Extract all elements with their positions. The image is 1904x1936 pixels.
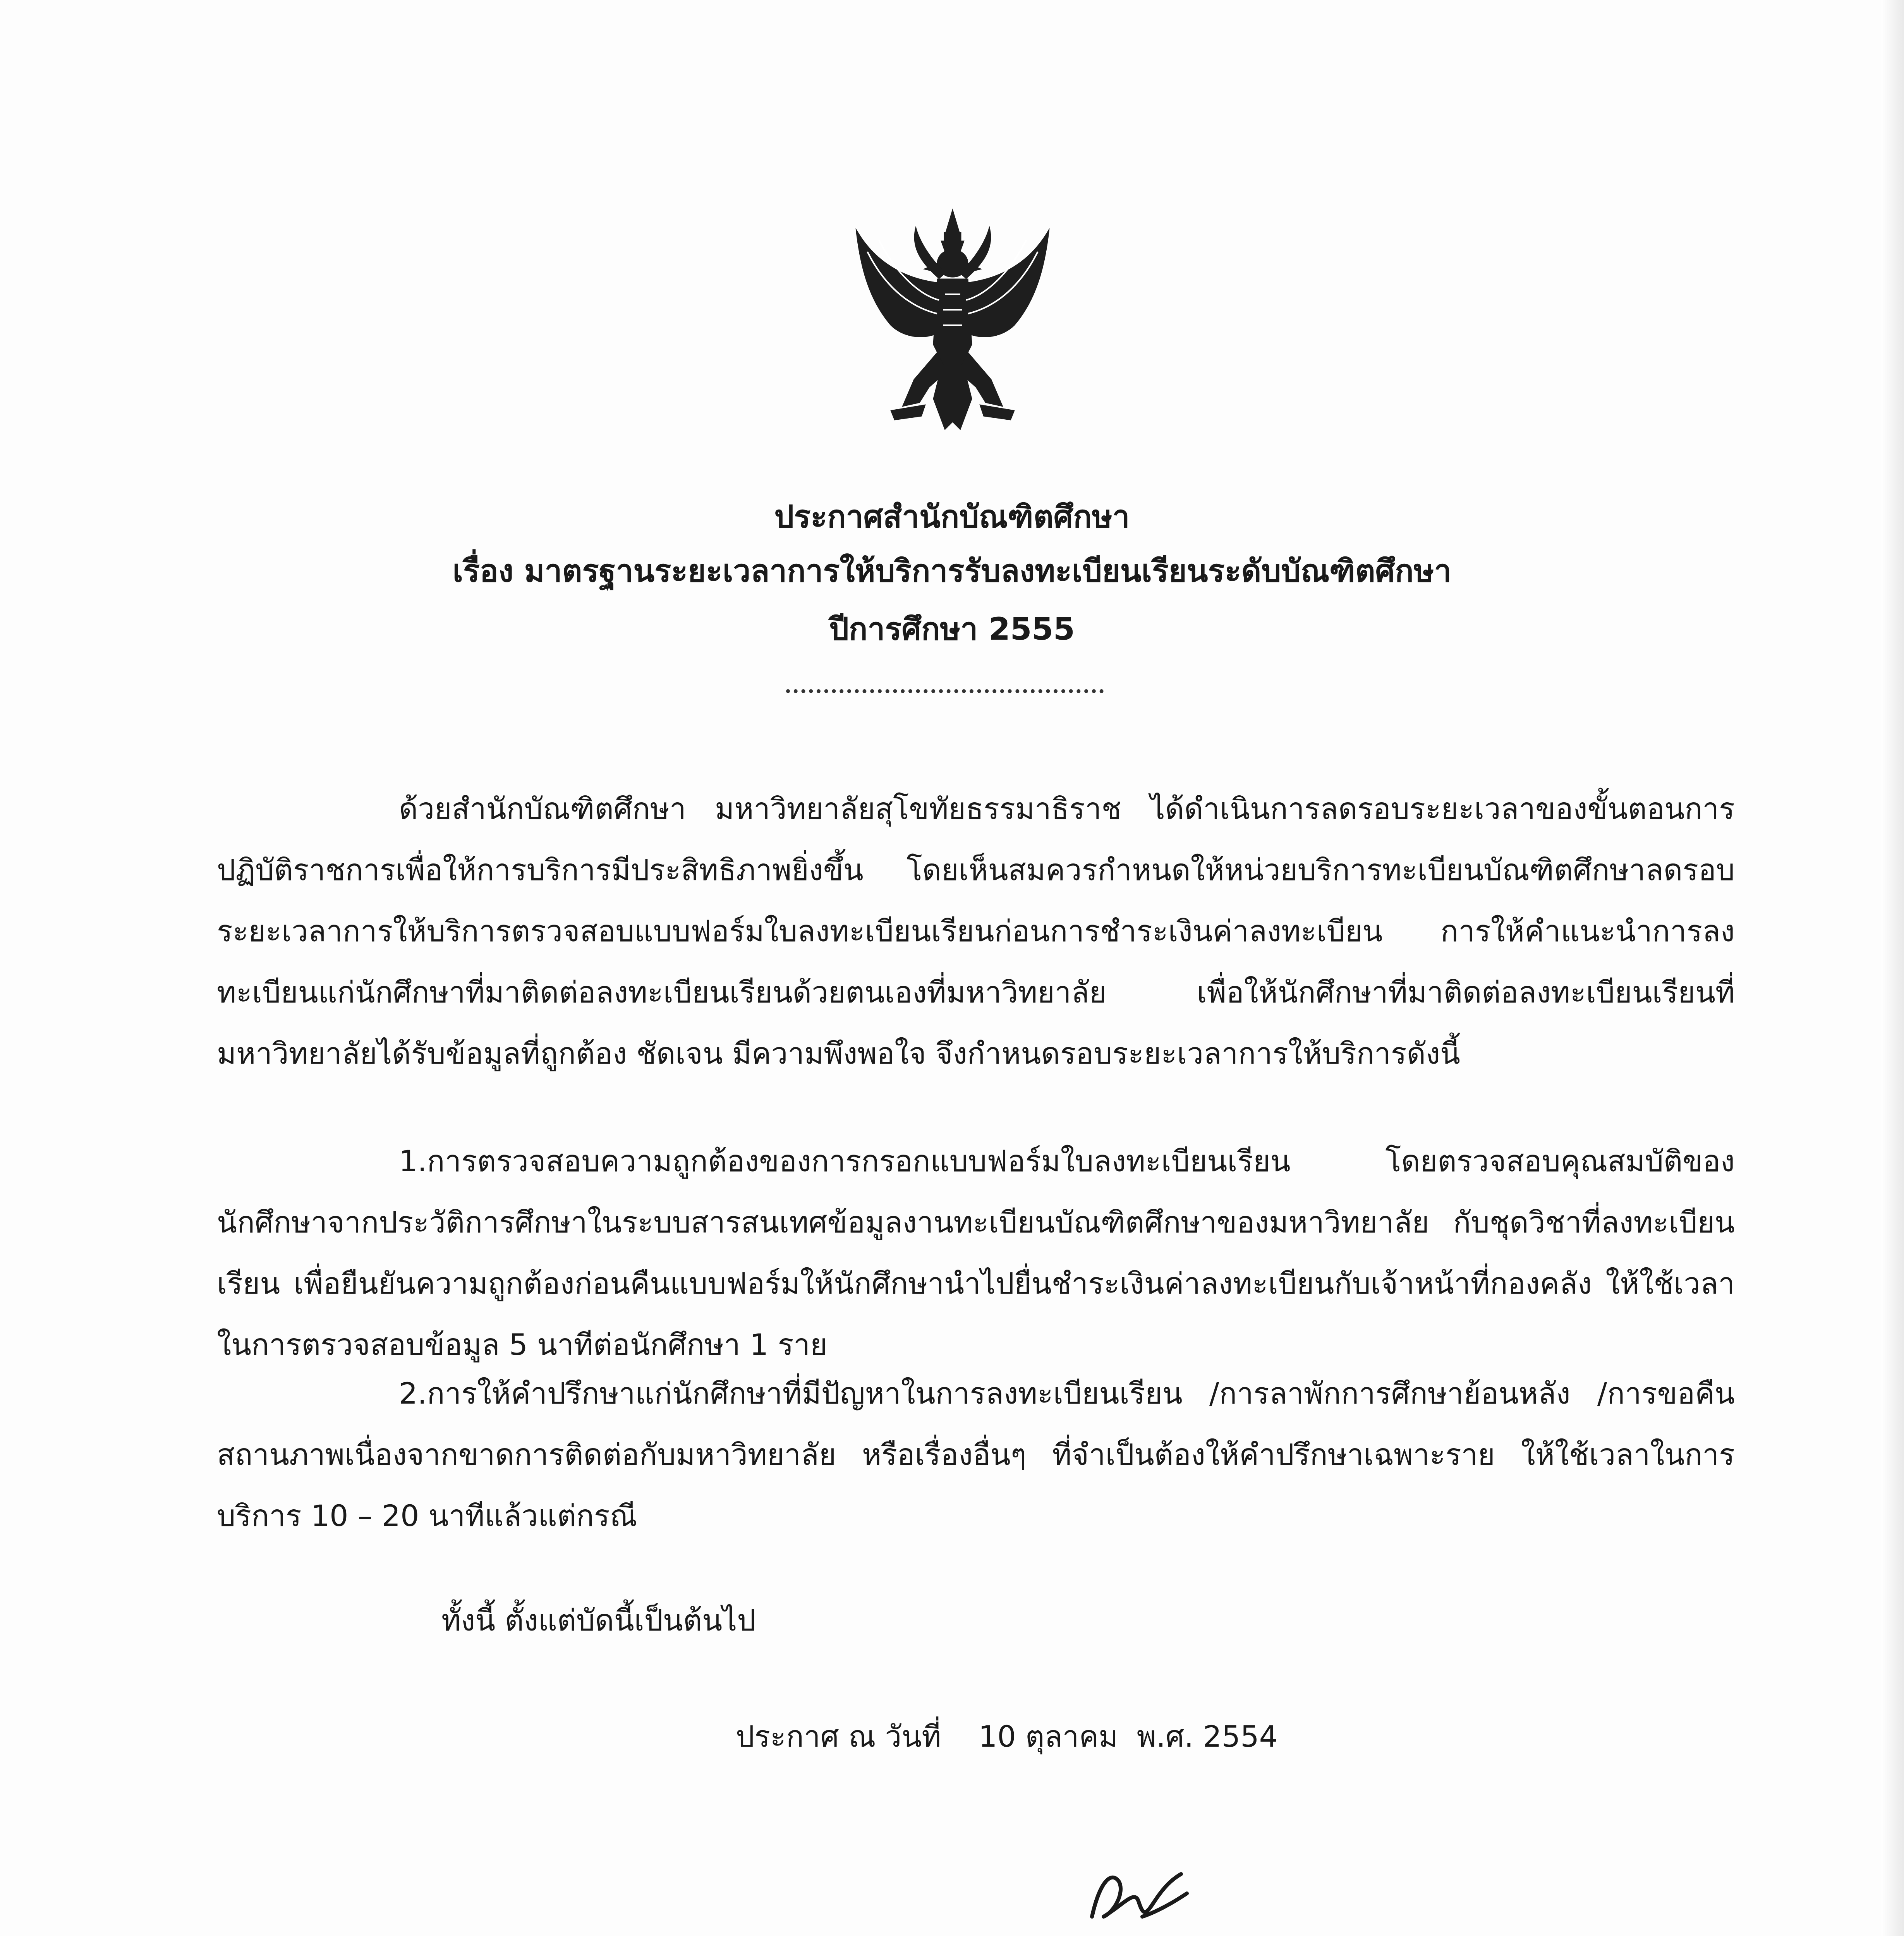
scan-edge-right <box>1881 0 1904 1936</box>
dotted-divider <box>786 689 1104 693</box>
academic-year: ปีการศึกษา 2555 <box>829 611 1075 647</box>
announcement-date: ประกาศ ณ วันที่ 10 ตุลาคม พ.ศ. 2554 <box>736 1719 1278 1754</box>
item-2-paragraph: 2.การให้คำปรึกษาแก่นักศึกษาที่มีปัญหาในการลงทะเบียนเรียน /การลาพักการศึกษาย้อนหลัง /การขอคืนสถานภาพเนื่องจากขาดการติดต่อกับมหาวิทยาลัย หรือเรื่องอื่นๆ ที่จำเป็นต้องให้คำปรึกษาเฉพาะราย ให้ใช้เวลาในการบริการ 10 – 20 นาทีแล้วแต่กรณี <box>217 1376 1735 1533</box>
document-subject: เรื่อง มาตรฐานระยะเวลาการให้บริการรับลงทะเบียนเรียนระดับบัณฑิตศึกษา <box>452 553 1452 589</box>
handwritten-signature <box>1076 1859 1200 1936</box>
effective-statement: ทั้งนี้ ตั้งแต่บัดนี้เป็นต้นไป <box>441 1603 756 1637</box>
document-title: ประกาศสำนักบัณฑิตศึกษา <box>774 499 1130 535</box>
intro-paragraph: ด้วยสำนักบัณฑิตศึกษา มหาวิทยาลัยสุโขทัยธรรมาธิราช ได้ดำเนินการลดรอบระยะเวลาของขั้นตอนการปฏิบัติราชการเพื่อให้การบริการมีประสิทธิภาพยิ่งขึ้น โดยเห็นสมควรกำหนดให้หน่วยบริการทะเบียนบัณฑิตศึกษาลดรอบระยะเวลาการให้บริการตรวจสอบแบบฟอร์มใบลงทะเบียนเรียนก่อนการชำระเงินค่าลงทะเบียน การให้คำแนะนำการลงทะเบียนแก่นักศึกษาที่มาติดต่อลงทะเบียนเรียนด้วยตนเองที่มหาวิทยาลัย เพื่อให้นักศึกษาที่มาติดต่อลงทะเบียนเรียนที่มหาวิทยาลัยได้รับข้อมูลที่ถูกต้อง ชัดเจน มีความพึงพอใจ จึงกำหนดรอบระยะเวลาการให้บริการดังนี้ <box>217 791 1735 1071</box>
garuda-emblem-icon <box>844 205 1061 438</box>
item-1-paragraph: 1.การตรวจสอบความถูกต้องของการกรอกแบบฟอร์มใบลงทะเบียนเรียน โดยตรวจสอบคุณสมบัติของนักศึกษาจากประวัติการศึกษาในระบบสารสนเทศข้อมูลงานทะเบียนบัณฑิตศึกษาของมหาวิทยาลัย กับชุดวิชาที่ลงทะเบียนเรียน เพื่อยืนยันความถูกต้องก่อนคืนแบบฟอร์มให้นักศึกษานำไปยื่นชำระเงินค่าลงทะเบียนกับเจ้าหน้าที่กองคลัง ให้ใช้เวลาในการตรวจสอบข้อมูล 5 นาทีต่อนักศึกษา 1 ราย <box>217 1144 1735 1362</box>
